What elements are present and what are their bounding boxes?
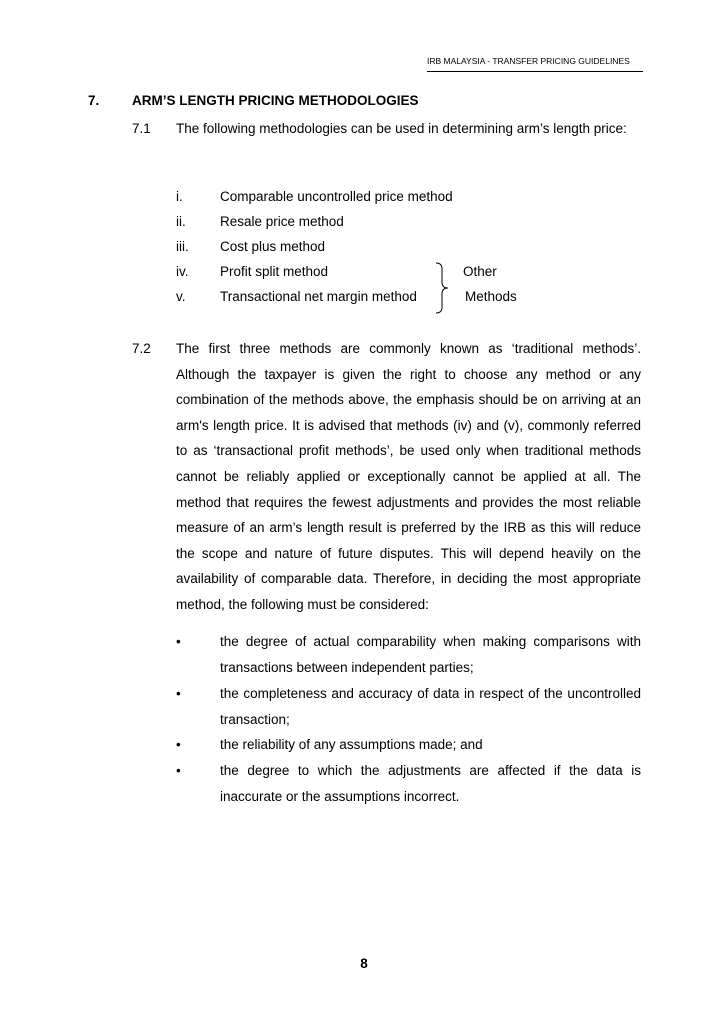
- method-label: Cost plus method: [220, 239, 326, 254]
- bullet-point: •: [176, 686, 181, 701]
- curly-brace: [432, 262, 454, 314]
- method-number: iii.: [176, 239, 189, 254]
- paragraph-7-2-text: The first three methods are commonly known as ‘traditional methods’. Although the taxpayer is given the right to choose any method or any combination of the methods above, the emphasis should be on arriving at an arm's length price. It is advised that methods (iv) and (v), commonly referred to as ‘transactional profit methods’, be used only when traditional methods cannot be reliably applied or exceptionally cannot be applied at all. The method that requires the fewest adjustments and provides the most reliable measure of an arm’s length result is preferred by the IRB as this will reduce the scope and nature of future disputes. This will depend heavily on the availability of comparable data. Therefore, in deciding the most appropriate method, the following must be considered:: [176, 341, 641, 612]
- bullet-text: the reliability of any assumptions made; and: [220, 737, 483, 752]
- bullet-point: •: [176, 763, 181, 778]
- method-number: iv.: [176, 264, 189, 279]
- method-label: Profit split method: [220, 264, 329, 279]
- bullet-point: •: [176, 634, 181, 649]
- section-title: ARM’S LENGTH PRICING METHODOLOGIES: [132, 93, 419, 108]
- paragraph-number-7-1: 7.1: [132, 121, 151, 136]
- method-label: Transactional net margin method: [220, 289, 417, 304]
- paragraph-7-1-text: The following methodologies can be used in determining arm’s length price:: [176, 121, 627, 136]
- method-number: ii.: [176, 214, 186, 229]
- other-methods-label: Other: [463, 264, 497, 279]
- running-header: IRB MALAYSIA - TRANSFER PRICING GUIDELINES: [427, 56, 630, 66]
- other-methods-label-2: Methods: [465, 289, 517, 304]
- bullet-point: •: [176, 737, 181, 752]
- method-label: Comparable uncontrolled price method: [220, 189, 453, 204]
- paragraph-number-7-2: 7.2: [132, 341, 151, 356]
- section-number: 7.: [88, 93, 100, 108]
- method-number: v.: [176, 289, 186, 304]
- page-number: 8: [360, 956, 368, 971]
- bullet-text: the completeness and accuracy of data in respect of the uncontrolled transaction;: [220, 686, 641, 727]
- header-rule: [427, 71, 643, 72]
- bullet-text: the degree to which the adjustments are affected if the data is inaccurate or the assumptions incorrect.: [220, 763, 641, 804]
- bullet-text: the degree of actual comparability when making comparisons with transactions between independent parties;: [220, 634, 641, 675]
- method-label: Resale price method: [220, 214, 344, 229]
- method-number: i.: [176, 189, 183, 204]
